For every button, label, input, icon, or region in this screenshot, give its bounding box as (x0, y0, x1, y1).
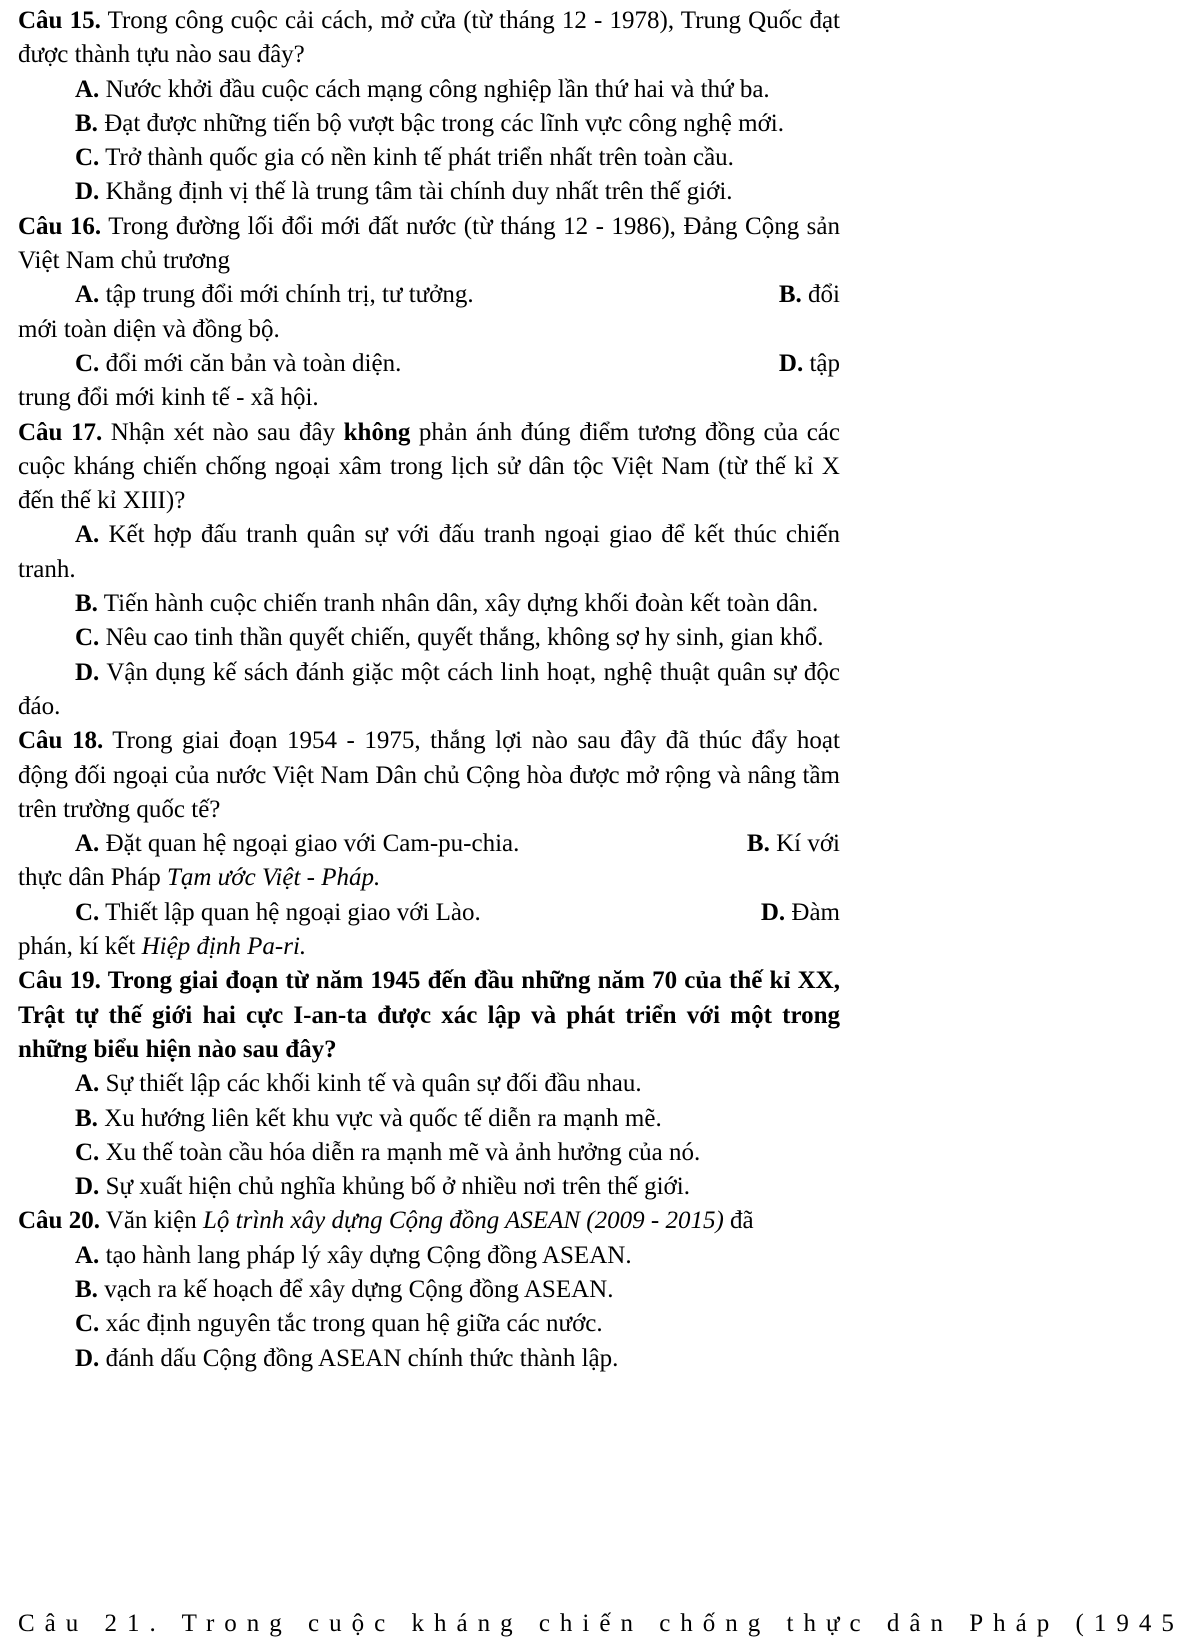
option-label: A. (75, 521, 100, 549)
option-label: A. (75, 830, 100, 858)
option-a (18, 1067, 840, 1101)
option-b (18, 107, 840, 141)
question-stem (18, 724, 840, 827)
option-label: D. (75, 178, 100, 206)
option-b (18, 1102, 840, 1136)
option-d-head (761, 896, 840, 930)
option-d (18, 175, 840, 209)
question-stem (18, 4, 840, 73)
option-label: D. (778, 349, 804, 377)
question-16 (18, 210, 840, 416)
option-text: Thiết lập quan hệ ngoại giao với Lào. (105, 898, 481, 926)
option-text: tập (809, 349, 840, 377)
option-text: Trở thành quốc gia có nền kinh tế phát triển nhất trên toàn cầu. (105, 144, 734, 172)
option-text: Nêu cao tinh thần quyết chiến, quyết thắng, không sợ hy sinh, gian khổ. (105, 624, 824, 652)
option-c (75, 896, 481, 930)
option-label: B. (778, 281, 802, 309)
question-text-pre: Nhận xét nào sau đây (110, 418, 336, 446)
question-label: Câu 20. (18, 1207, 100, 1235)
option-label: B. (746, 830, 770, 858)
option-text: vạch ra kế hoạch để xây dựng Cộng đồng ASEAN. (104, 1275, 614, 1303)
option-label: A. (75, 75, 100, 103)
option-b-head (747, 827, 840, 861)
option-text: Vận dụng kế sách đánh giặc một cách linh hoạt, nghệ thuật quân sự độc đáo. (18, 658, 840, 720)
exam-page (18, 4, 840, 1376)
option-c (75, 347, 401, 381)
option-c (18, 621, 840, 655)
option-label: B. (75, 1275, 98, 1303)
question-stem (18, 210, 840, 279)
option-label: C. (75, 144, 100, 172)
question-stem (18, 964, 840, 1067)
option-label: A. (75, 1070, 100, 1098)
option-a (75, 827, 519, 861)
option-c (18, 1307, 840, 1341)
option-label: C. (75, 624, 100, 652)
option-text: Tiến hành cuộc chiến tranh nhân dân, xây dựng khối đoàn kết toàn dân. (103, 590, 819, 618)
question-label: Câu 18. (18, 727, 104, 755)
option-b-continuation: mới toàn diện và đồng bộ. (18, 315, 280, 343)
option-label: B. (75, 1104, 98, 1132)
option-c (18, 1136, 840, 1170)
option-text-italic: Hiệp định Pa-ri. (141, 933, 307, 961)
question-label: Câu 16. (18, 212, 102, 240)
option-row-ab (18, 827, 840, 861)
question-19 (18, 964, 840, 1204)
option-a (18, 1239, 840, 1273)
option-label: A. (75, 1241, 100, 1269)
option-c (18, 141, 840, 175)
option-text: đổi mới căn bản và toàn diện. (105, 349, 402, 377)
option-text: Sự thiết lập các khối kinh tế và quân sự đối đầu nhau. (105, 1070, 642, 1098)
option-label: B. (75, 109, 98, 137)
question-text: Trong giai đoạn 1954 - 1975, thắng lợi nào sau đây đã thúc đẩy hoạt động đối ngoại của nước Việt Nam Dân chủ Cộng hòa được mở rộng và nâng tầm trên trường quốc tế? (18, 727, 840, 823)
question-15 (18, 4, 840, 210)
option-text: Đặt quan hệ ngoại giao với Cam-pu-chia. (105, 830, 520, 858)
option-text: thực dân Pháp (18, 864, 161, 892)
option-text: Kí với (776, 830, 840, 858)
option-text: Xu thế toàn cầu hóa diễn ra mạnh mẽ và ảnh hưởng của nó. (105, 1138, 701, 1166)
question-17 (18, 416, 840, 725)
option-text: xác định nguyên tắc trong quan hệ giữa các nước. (105, 1310, 603, 1338)
document-title: Lộ trình xây dựng Cộng đồng ASEAN (2009 - 2015) (202, 1207, 724, 1235)
option-b-head (779, 278, 840, 312)
option-b-continuation (18, 861, 840, 895)
option-text-italic: Tạm ước Việt - Pháp. (166, 864, 381, 892)
option-text: đổi (808, 281, 840, 309)
question-label: Câu 15. (18, 7, 101, 34)
option-a (18, 73, 840, 107)
question-text-post: phản ánh đúng điểm tương đồng của các cuộc kháng chiến chống ngoại xâm trong lịch sử dân tộc Việt Nam (từ thế kỉ X đến thế kỉ XIII)? (18, 418, 840, 515)
option-text: Xu hướng liên kết khu vực và quốc tế diễn ra mạnh mẽ. (104, 1104, 662, 1132)
option-d-continuation: trung đổi mới kinh tế - xã hội. (18, 384, 319, 412)
option-text: Đàm (791, 898, 840, 926)
option-label: D. (760, 898, 786, 926)
option-label: C. (75, 1138, 100, 1166)
question-label: Câu 19. (18, 967, 101, 995)
option-label: C. (75, 1310, 100, 1338)
option-text: tập trung đổi mới chính trị, tư tưởng. (105, 281, 474, 309)
option-row-ab (18, 278, 840, 312)
option-text: Đạt được những tiến bộ vượt bậc trong các lĩnh vực công nghệ mới. (104, 109, 784, 137)
option-d-continuation (18, 930, 840, 964)
question-label: Câu 17. (18, 418, 103, 446)
question-text: Trong công cuộc cải cách, mở cửa (từ tháng 12 - 1978), Trung Quốc đạt được thành tựu nào sau đây? (18, 7, 840, 69)
option-a (18, 518, 840, 587)
option-row-cd (18, 347, 840, 381)
question-text: Trong đường lối đổi mới đất nước (từ tháng 12 - 1986), Đảng Cộng sản Việt Nam chủ trương (18, 212, 840, 275)
cut-off-next-question: Câu 21. Trong cuộc kháng chiến chống thực dân Pháp (1945 (18, 1610, 1184, 1637)
question-text-post: đã (730, 1207, 754, 1235)
option-text: đánh dấu Cộng đồng ASEAN chính thức thành lập. (105, 1344, 619, 1372)
option-d-head (779, 347, 840, 381)
option-label: D. (75, 1173, 100, 1201)
option-label: A. (75, 281, 100, 309)
question-text-pre: Văn kiện (105, 1207, 197, 1235)
option-label: C. (75, 898, 100, 926)
option-row-cd (18, 896, 840, 930)
option-d (18, 1342, 840, 1376)
option-label: C. (75, 349, 100, 377)
option-label: B. (75, 590, 98, 618)
option-a (75, 278, 474, 312)
option-d (18, 656, 840, 725)
question-text-emphasis: không (343, 418, 411, 446)
option-b (18, 1273, 840, 1307)
option-label: D. (75, 1344, 100, 1372)
question-18 (18, 724, 840, 964)
option-d (18, 1170, 840, 1204)
option-label: D. (75, 658, 100, 686)
question-stem (18, 1204, 840, 1238)
option-text: Kết hợp đấu tranh quân sự với đấu tranh ngoại giao để kết thúc chiến tranh. (18, 521, 841, 583)
option-text: Sự xuất hiện chủ nghĩa khủng bố ở nhiều nơi trên thế giới. (105, 1173, 690, 1201)
question-stem (18, 416, 840, 519)
option-text: Khẳng định vị thế là trung tâm tài chính duy nhất trên thế giới. (105, 178, 733, 206)
option-text: Nước khởi đầu cuộc cách mạng công nghiệp lần thứ hai và thứ ba. (105, 75, 770, 103)
option-text: phán, kí kết (18, 933, 136, 961)
option-text: tạo hành lang pháp lý xây dựng Cộng đồng ASEAN. (105, 1241, 632, 1269)
question-20 (18, 1204, 840, 1375)
question-text: Trong giai đoạn từ năm 1945 đến đầu những năm 70 của thế kỉ XX, Trật tự thế giới hai cực I-an-ta được xác lập và phát triển với một trong những biểu hiện nào sau đây? (18, 967, 840, 1063)
option-b (18, 587, 840, 621)
